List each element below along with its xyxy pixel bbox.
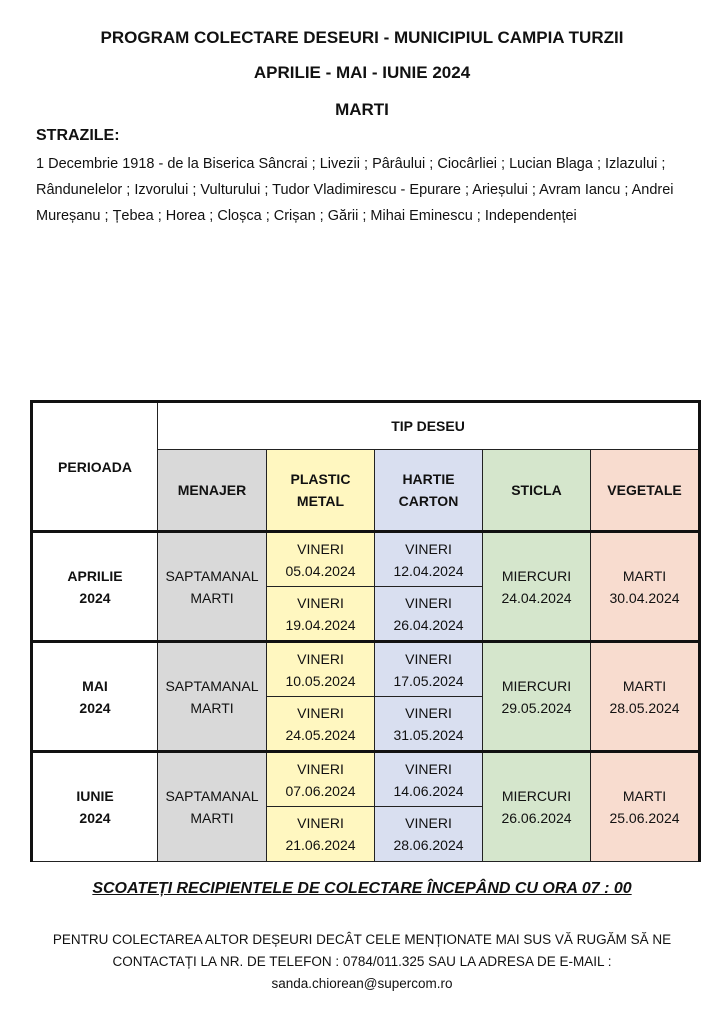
menajer-cell [158,532,267,642]
weekday: MIERCURI [501,567,572,584]
menajer-cell [158,752,267,862]
sticla-date-cell [483,752,591,862]
period-year: 2024 [79,589,111,606]
collection-time-notice: SCOATEȚI RECIPIENTELE DE COLECTARE ÎNCEPÂND CU ORA 07 : 00 [92,880,632,897]
weekday: VINERI [405,815,452,831]
hartie-date-cell [375,752,483,807]
weekday: VINERI [297,815,344,831]
date: 26.04.2024 [393,616,464,633]
weekday: MARTI [622,788,667,804]
collection-day: MARTI [335,100,389,119]
sticla-date-cell [483,642,591,752]
menajer-day: MARTI [190,699,234,716]
menajer-frequency: SAPTAMANAL [165,677,259,694]
hartie-label: HARTIE [402,471,455,487]
plastic-date-cell [267,532,375,587]
date: 07.06.2024 [285,782,356,799]
weekday: VINERI [297,760,344,777]
hartie-date-cell [375,587,483,642]
metal-label: METAL [296,493,345,509]
menajer-header: MENAJER [158,450,267,532]
plastic-date-cell [267,642,375,697]
date: 21.06.2024 [285,837,356,853]
date: 25.06.2024 [609,810,680,826]
hartie-date-cell [375,697,483,752]
weekday: MIERCURI [501,677,572,694]
vegetale-date-cell [591,642,700,752]
sticla-header: STICLA [483,450,591,532]
weekday: VINERI [405,594,452,611]
vegetale-date-cell [591,532,700,642]
period-year: 2024 [79,699,111,716]
document-period: APRILIE - MAI - IUNIE 2024 [253,63,471,82]
period-month: IUNIE [76,788,114,804]
date: 17.05.2024 [393,672,464,689]
weekday: VINERI [405,540,452,557]
date: 29.05.2024 [501,699,572,716]
date: 05.04.2024 [285,562,356,579]
weekday: MARTI [622,567,667,584]
date: 12.04.2024 [393,562,464,579]
date: 24.05.2024 [285,726,356,743]
date: 24.04.2024 [501,589,572,606]
period-month: APRILIE [67,567,123,584]
period-april [32,532,158,642]
date: 14.06.2024 [393,782,464,799]
period-june [32,752,158,862]
weekday: VINERI [297,540,344,557]
contact-email-link[interactable]: sanda.chiorean@supercom.ro [271,976,453,991]
menajer-day: MARTI [190,589,234,606]
hartie-date-cell [375,532,483,587]
period-may [32,642,158,752]
weekday: MARTI [622,677,667,694]
period-month: MAI [82,677,108,694]
carton-label: CARTON [398,493,459,509]
plastic-label: PLASTIC [290,471,351,487]
menajer-day: MARTI [190,810,234,826]
weekday: VINERI [297,650,344,667]
vegetale-header: VEGETALE [591,450,700,532]
contact-info [40,929,684,995]
plastic-date-cell [267,807,375,862]
weekday: VINERI [297,594,344,611]
tip-deseu-header: TIP DESEU [158,402,700,450]
streets-heading: STRAZILE: [36,127,120,144]
hartie-carton-header [375,450,483,532]
menajer-cell [158,642,267,752]
streets-list: 1 Decembrie 1918 - de la Biserica Sâncrai ; Livezii ; Pârâului ; Ciocârliei ; Lucian Blaga ; Izlazului ; Rândunelelor ; Izvorului ; Vulturului ; Tudor Vladimirescu - Epurare ; Arieșului ; Avram Iancu ; Andrei Mureșanu ; Țebea ; Horea ; Cloșca ; Crișan ; Gării ; Mihai Eminescu ; Independenței [36,156,674,224]
vegetale-date-cell [591,752,700,862]
plastic-date-cell [267,587,375,642]
date: 26.06.2024 [501,810,572,826]
plastic-metal-header [267,450,375,532]
weekday: VINERI [405,650,452,667]
contact-text: PENTRU COLECTAREA ALTOR DEȘEURI DECÂT CELE MENȚIONATE MAI SUS VĂ RUGĂM SĂ NE CONTACTAȚI LA NR. DE TELEFON : 0784/011.325 SAU LA ADRESA DE E-MAIL : [52,932,672,969]
menajer-frequency: SAPTAMANAL [165,788,259,804]
sticla-date-cell [483,532,591,642]
weekday: VINERI [405,704,452,721]
collection-schedule-table [30,400,701,862]
hartie-date-cell [375,807,483,862]
date: 31.05.2024 [393,726,464,743]
weekday: MIERCURI [501,788,572,804]
menajer-frequency: SAPTAMANAL [165,567,259,584]
date: 19.04.2024 [285,616,356,633]
date: 30.04.2024 [609,589,680,606]
weekday: VINERI [405,760,452,777]
date: 28.05.2024 [609,699,680,716]
plastic-date-cell [267,697,375,752]
date: 10.05.2024 [285,672,356,689]
hartie-date-cell [375,642,483,697]
date: 28.06.2024 [393,837,464,853]
period-year: 2024 [79,810,111,826]
plastic-date-cell [267,752,375,807]
weekday: VINERI [297,704,344,721]
perioada-header: PERIOADA [32,402,158,532]
document-title: PROGRAM COLECTARE DESEURI - MUNICIPIUL CAMPIA TURZII [100,28,624,47]
